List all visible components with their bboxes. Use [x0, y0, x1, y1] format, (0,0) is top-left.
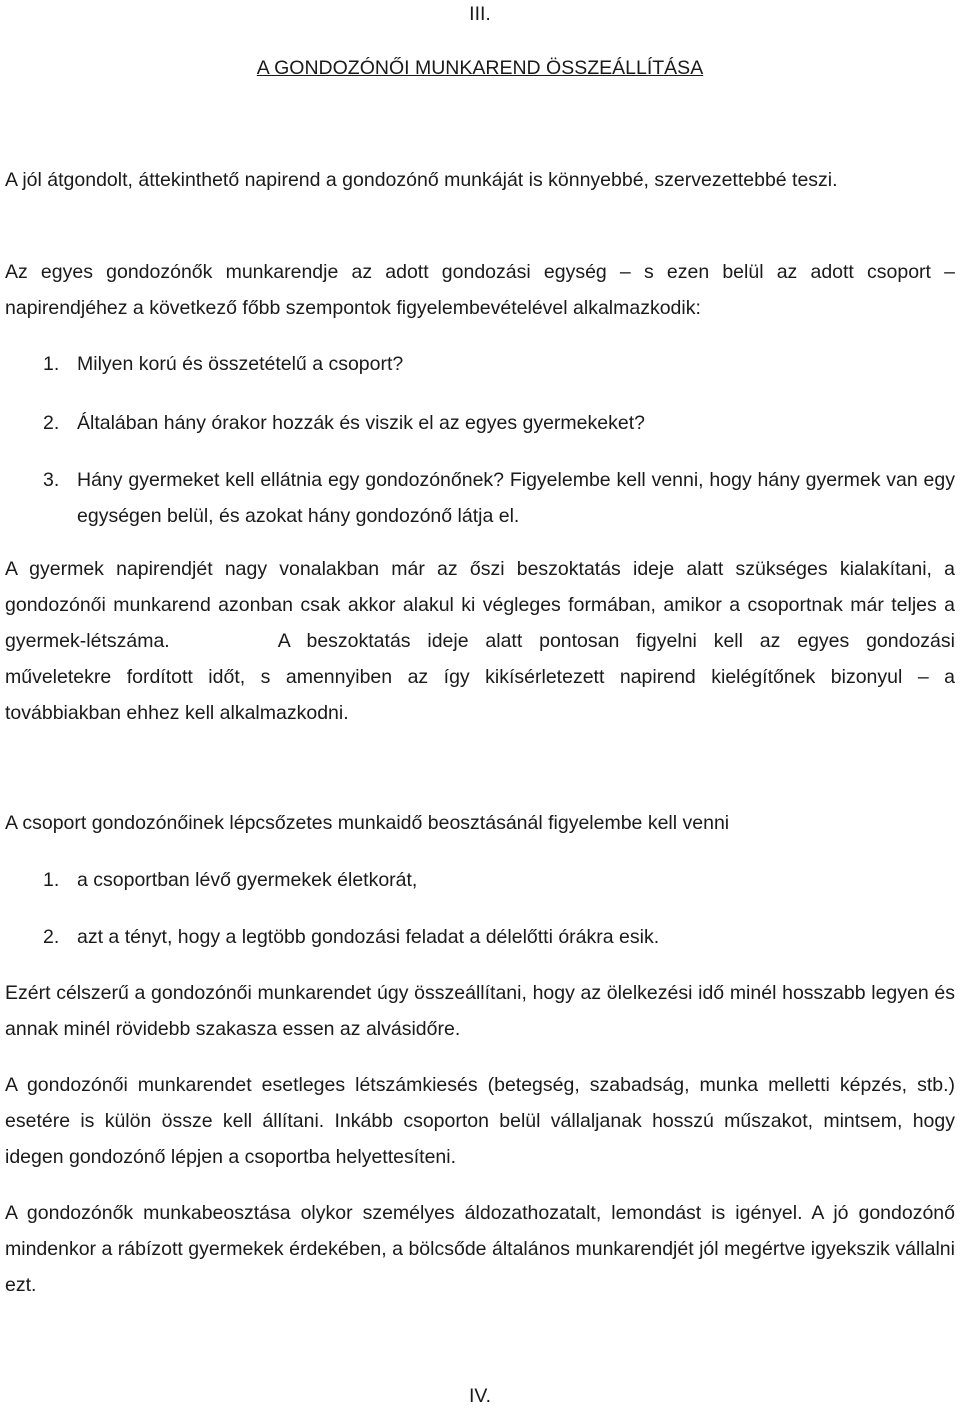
- next-section-number: IV.: [468, 1385, 492, 1407]
- aspects-paragraph: Az egyes gondozónők munkarendje az adott gondozási egység – s ezen belül az adott csoport – napirendjéhez a következő főbb szempontok figyelembevételével alkalmazkodik:: [5, 261, 955, 319]
- list-item-number: 2.: [43, 412, 60, 434]
- list-item-text: azt a tényt, hogy a legtöbb gondozási feladat a délelőtti órákra esik.: [77, 926, 660, 948]
- list-item: [43, 405, 955, 441]
- list-item-text: Általában hány órakor hozzák és viszik el az egyes gyermekeket?: [77, 412, 645, 434]
- schedule-paragraph-part2: A beszoktatás ideje alatt pontosan figyelni kell az egyes gondozási műveletekre fordított időt, s amennyiben az így kikísérletezett napirend kielégítőnek bizonyul – a továbbiakban ehhez kell alkalmazkodni.: [5, 630, 955, 724]
- overlap-paragraph: Ezért célszerű a gondozónői munkarendet úgy összeállítani, hogy az ölelkezési idő minél hosszabb legyen és annak minél rövidebb szakasza essen az alvásidőre.: [5, 982, 955, 1040]
- schedule-paragraph: [5, 551, 955, 731]
- list-item: [43, 919, 955, 955]
- schedule-paragraph-part1: A gyermek napirendjét nagy vonalakban már az őszi beszoktatás ideje alatt szükséges kialakítani, a gondozónői munkarend azonban csak akkor alakul ki végleges formában, amikor a csoportnak már teljes a gyermek-létszáma.: [5, 558, 955, 652]
- list-item: [43, 462, 955, 534]
- substitution-paragraph: A gondozónői munkarendet esetleges létszámkiesés (betegség, szabadság, munka melletti képzés, stb.) esetére is külön össze kell állítani. Inkább csoporton belül vállaljanak hosszú műszakot, mintsem, hogy idegen gondozónő lépjen a csoportba helyettesíteni.: [5, 1074, 955, 1168]
- sacrifice-paragraph: A gondozónők munkabeosztása olykor személyes áldozathozatalt, lemondást is igényel. A jó gondozónő mindenkor a rábízott gyermekek érdekében, a bölcsőde általános munkarendjét jól megértve igyekszik vállalni ezt.: [5, 1202, 955, 1296]
- list-item-number: 1.: [43, 353, 60, 375]
- list-item-text: Hány gyermeket kell ellátnia egy gondozónőnek? Figyelembe kell venni, hogy hány gyermek van egy egységen belül, és azokat hány gondozónő látja el.: [77, 469, 955, 527]
- list-item: [43, 862, 955, 898]
- list-item: [43, 346, 955, 382]
- list-item-number: 2.: [43, 926, 60, 948]
- list-item-text: a csoportban lévő gyermekek életkorát,: [77, 869, 418, 891]
- section-number: III.: [469, 3, 491, 25]
- list-item-number: 3.: [43, 469, 60, 491]
- list-item-number: 1.: [43, 869, 60, 891]
- page-title: A GONDOZÓNŐI MUNKAREND ÖSSZEÁLLÍTÁSA: [256, 57, 704, 79]
- list-item-text: Milyen korú és összetételű a csoport?: [77, 353, 404, 375]
- intro-paragraph: A jól átgondolt, áttekinthető napirend a gondozónő munkáját is könnyebbé, szervezettebbé teszi.: [5, 169, 838, 191]
- staggered-schedule-paragraph: A csoport gondozónőinek lépcsőzetes munkaidő beosztásánál figyelembe kell venni: [5, 812, 730, 834]
